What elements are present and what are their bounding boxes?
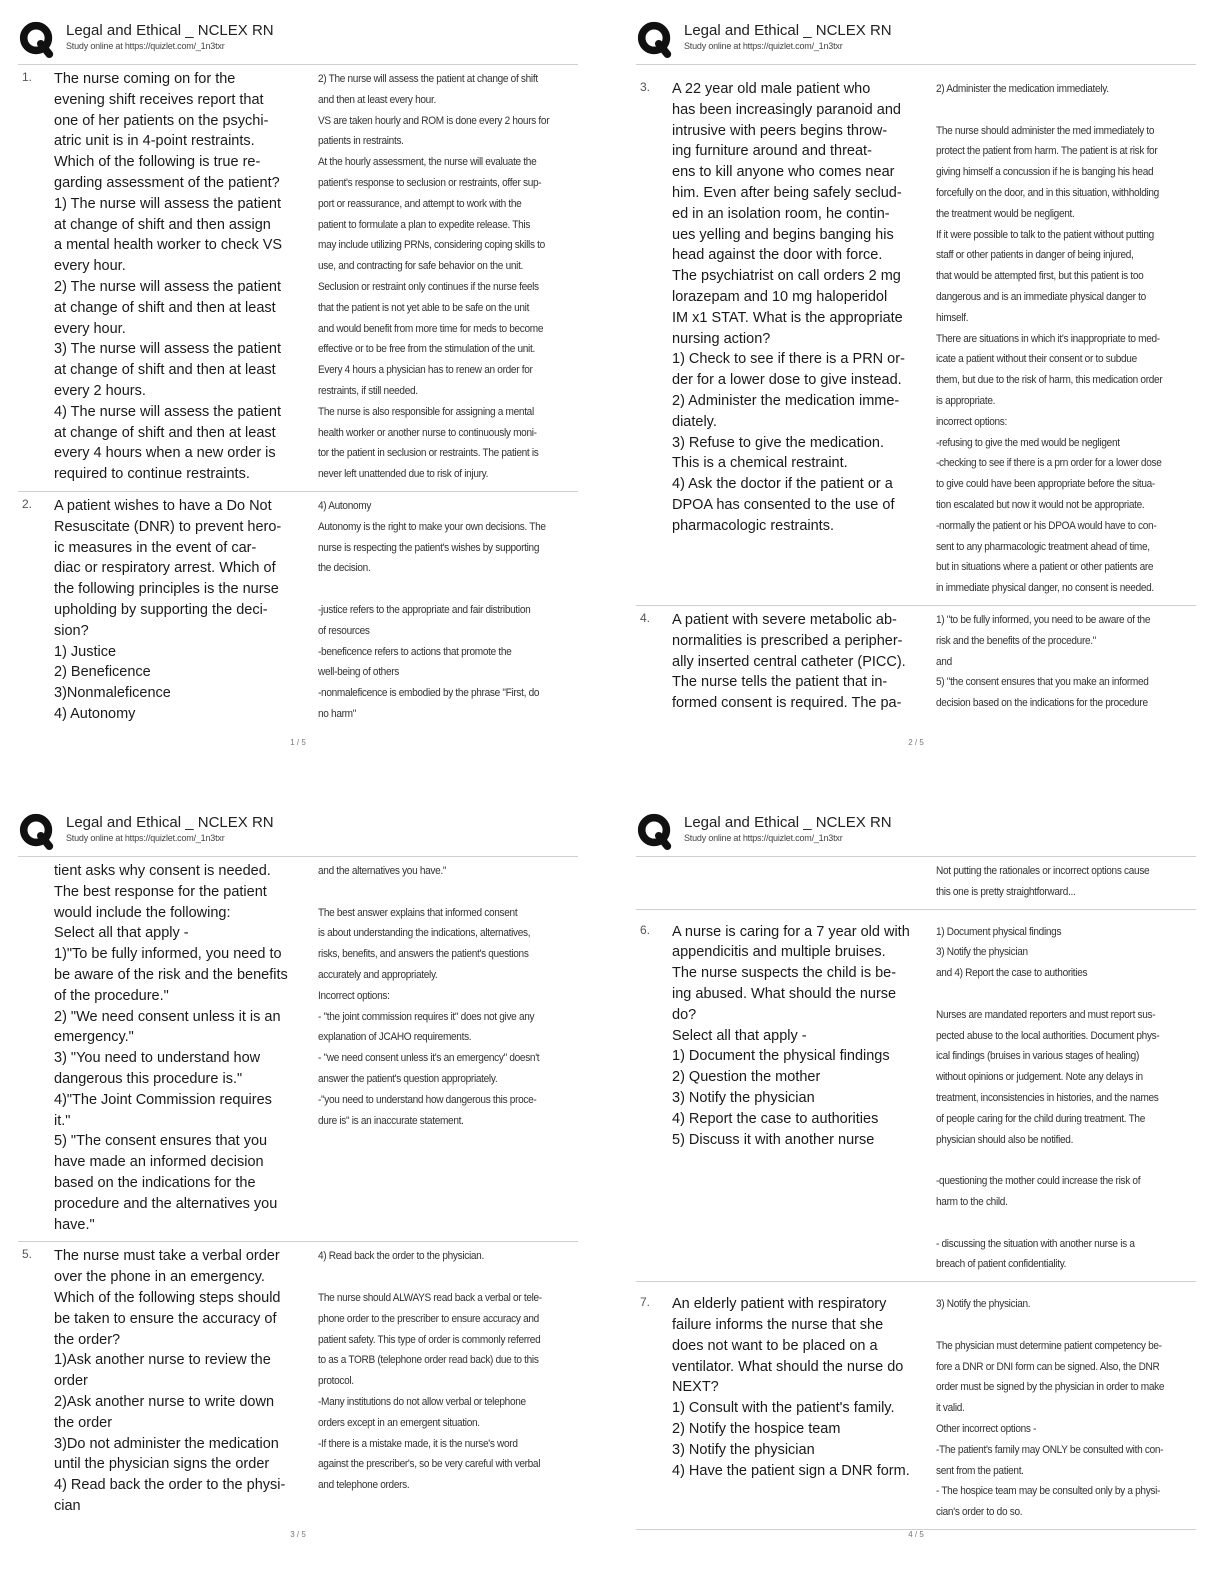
page-title: Legal and Ethical _ NCLEX RN bbox=[684, 22, 892, 39]
text-line: - "we need consent unless it's an emergency" doesn't bbox=[318, 1052, 540, 1065]
text-line: 4)"The Joint Commission requires bbox=[54, 1091, 272, 1108]
text-line: diately. bbox=[672, 413, 717, 430]
text-line: 3) Notify the physician bbox=[672, 1441, 815, 1458]
text-line: fore a DNR or DNI form can be signed. Also, the DNR bbox=[936, 1360, 1160, 1373]
flashcard-5-continued bbox=[636, 857, 1196, 910]
text-line: treatment, inconsistencies in histories, and the names bbox=[936, 1091, 1159, 1104]
text-line: 3) Notify the physician. bbox=[936, 1298, 1031, 1311]
flashcard-3 bbox=[636, 75, 1196, 606]
page-subtitle: Study online at https://quizlet.com/_1n3txr bbox=[66, 41, 225, 51]
text-line: 4) Have the patient sign a DNR form. bbox=[672, 1462, 910, 1479]
text-line: icate a patient without their consent or to subdue bbox=[936, 353, 1137, 366]
card-question bbox=[672, 1294, 936, 1523]
text-line: garding assessment of the patient? bbox=[54, 174, 280, 191]
text-line: If it were possible to talk to the patient without putting bbox=[936, 228, 1154, 241]
text-line: phone order to the prescriber to ensure accuracy and bbox=[318, 1312, 539, 1325]
text-line: upholding by supporting the deci- bbox=[54, 601, 268, 618]
text-line: Autonomy is the right to make your own decisions. The bbox=[318, 520, 546, 533]
text-line: to give could have been appropriate before the situa- bbox=[936, 478, 1155, 491]
text-line: The psychiatrist on call orders 2 mg bbox=[672, 268, 901, 285]
page-3 bbox=[18, 812, 578, 1557]
text-line: The best answer explains that informed consent bbox=[318, 906, 518, 919]
card-answer bbox=[936, 861, 1170, 903]
text-line: that would be attempted first, but this patient is too bbox=[936, 270, 1144, 283]
text-line: diac or respiratory arrest. Which of bbox=[54, 560, 276, 577]
card-number: 4. bbox=[640, 610, 651, 625]
text-line: sent from the patient. bbox=[936, 1464, 1024, 1477]
text-line: over the phone in an emergency. bbox=[54, 1269, 265, 1286]
text-line: The nurse tells the patient that in- bbox=[672, 674, 888, 691]
page-2 bbox=[636, 20, 1196, 765]
text-line: 3)Nonmaleficence bbox=[54, 685, 171, 702]
text-line: emergency." bbox=[54, 1029, 134, 1046]
text-line: Not putting the rationales or incorrect options cause bbox=[936, 865, 1150, 877]
text-line: A patient with severe metabolic ab- bbox=[672, 611, 897, 628]
card-number: 1. bbox=[22, 70, 33, 84]
text-line: -beneficence refers to actions that promote the bbox=[318, 645, 512, 658]
card-number: 7. bbox=[640, 1295, 651, 1310]
quizlet-logo-icon bbox=[18, 20, 56, 58]
text-line: and would benefit from more time for meds to become bbox=[318, 322, 544, 335]
text-line: 4) Ask the doctor if the patient or a bbox=[672, 476, 893, 493]
text-line: every 4 hours when a new order is bbox=[54, 445, 276, 462]
text-line: every 2 hours. bbox=[54, 382, 146, 399]
text-line: 1) The nurse will assess the patient bbox=[54, 195, 282, 212]
text-line: the order? bbox=[54, 1331, 121, 1348]
card-answer bbox=[318, 861, 552, 1235]
text-line: without opinions or judgement. Note any delays in bbox=[936, 1071, 1143, 1084]
page-header bbox=[636, 812, 1196, 857]
text-line: 2) Notify the hospice team bbox=[672, 1420, 841, 1437]
text-line: forcefully on the door, and in this situation, withholding bbox=[936, 186, 1159, 199]
text-line: 4) Autonomy bbox=[54, 705, 136, 722]
text-line: 2) Question the mother bbox=[672, 1069, 821, 1086]
text-line: 3) Notify the physician bbox=[936, 946, 1028, 959]
text-line: of the procedure." bbox=[54, 987, 169, 1004]
text-line: of people caring for the child during treatment. The bbox=[936, 1112, 1146, 1125]
text-line: ues yelling and begins banging his bbox=[672, 226, 894, 243]
text-line: patient safety. This type of order is commonly referred bbox=[318, 1333, 541, 1346]
text-line: Every 4 hours a physician has to renew an order for bbox=[318, 364, 533, 377]
text-line: do? bbox=[672, 1006, 697, 1023]
text-line: accurately and appropriately. bbox=[318, 968, 438, 981]
text-line: intrusive with peers begins throw- bbox=[672, 122, 888, 139]
page-subtitle: Study online at https://quizlet.com/_1n3txr bbox=[684, 41, 843, 51]
text-line: every hour. bbox=[54, 258, 126, 275]
text-line: -The patient's family may ONLY be consulted with con- bbox=[936, 1443, 1164, 1456]
page-title: Legal and Ethical _ NCLEX RN bbox=[684, 814, 892, 831]
text-line: health worker or another nurse to continuously moni- bbox=[318, 426, 537, 439]
text-line: incorrect options: bbox=[936, 415, 1008, 428]
text-line: have made an informed decision bbox=[54, 1154, 264, 1171]
text-line: sent to any pharmacologic treatment ahead of time, bbox=[936, 540, 1150, 553]
text-line: 2) "We need consent unless it is an bbox=[54, 1008, 281, 1025]
card-question bbox=[672, 79, 936, 599]
text-line: risks, benefits, and answers the patient's questions bbox=[318, 948, 529, 961]
text-line: cian's order to do so. bbox=[936, 1506, 1023, 1519]
text-line: - discussing the situation with another nurse is a bbox=[936, 1237, 1135, 1250]
page-1 bbox=[18, 20, 578, 765]
flashcard-4-continued bbox=[18, 857, 578, 1242]
text-line: the following principles is the nurse bbox=[54, 581, 279, 598]
card-answer bbox=[936, 1294, 1170, 1523]
text-line: order bbox=[54, 1373, 88, 1390]
page-title: Legal and Ethical _ NCLEX RN bbox=[66, 22, 274, 39]
text-line: breach of patient confidentiality. bbox=[936, 1258, 1067, 1271]
text-line: head against the door with force. bbox=[672, 247, 883, 264]
text-line: himself. bbox=[936, 311, 969, 324]
card-answer bbox=[318, 496, 552, 725]
text-line: Select all that apply - bbox=[54, 925, 189, 942]
card-number: 3. bbox=[640, 80, 651, 94]
text-line: Nurses are mandated reporters and must report sus- bbox=[936, 1008, 1156, 1021]
text-line: and 4) Report the case to authorities bbox=[936, 967, 1088, 980]
text-line: tient asks why consent is needed. bbox=[54, 863, 271, 879]
text-line: at change of shift and then at least bbox=[54, 424, 276, 441]
text-line: and the alternatives you have." bbox=[318, 865, 447, 877]
blank-line bbox=[936, 1315, 1170, 1336]
text-line: restraints, if still needed. bbox=[318, 384, 418, 397]
text-line: have." bbox=[54, 1216, 95, 1233]
text-line: to as a TORB (telephone order read back) due to this bbox=[318, 1354, 539, 1367]
text-line: ally inserted central catheter (PICC). bbox=[672, 653, 906, 670]
text-line: The nurse should ALWAYS read back a verbal or tele- bbox=[318, 1291, 542, 1304]
card-number: 2. bbox=[22, 496, 33, 511]
text-line: 1)"To be fully informed, you need to bbox=[54, 946, 282, 963]
text-line: 1) Justice bbox=[54, 643, 117, 660]
text-line: tor the patient in seclusion or restraints. The patient is bbox=[318, 447, 539, 460]
text-line: would include the following: bbox=[54, 904, 231, 921]
text-line: ed in an isolation room, he contin- bbox=[672, 205, 890, 222]
text-line: evening shift receives report that bbox=[54, 91, 264, 108]
text-line: no harm" bbox=[318, 707, 356, 720]
page-title: Legal and Ethical _ NCLEX RN bbox=[66, 814, 274, 831]
text-line: The nurse coming on for the bbox=[54, 71, 236, 87]
quizlet-logo-icon bbox=[636, 20, 674, 58]
text-line: 3) Refuse to give the medication. bbox=[672, 434, 884, 451]
text-line: of resources bbox=[318, 624, 370, 637]
text-line: be taken to ensure the accuracy of bbox=[54, 1310, 277, 1327]
flashcard-5 bbox=[18, 1242, 578, 1522]
text-line: protocol. bbox=[318, 1375, 354, 1388]
text-line: 2) The nurse will assess the patient bbox=[54, 278, 282, 295]
text-line: A 22 year old male patient who bbox=[672, 81, 871, 97]
card-question bbox=[54, 861, 318, 1235]
text-line: -nonmaleficence is embodied by the phrase "First, do bbox=[318, 687, 540, 700]
text-line: harm to the child. bbox=[936, 1195, 1008, 1208]
text-line: port or reassurance, and attempt to work with the bbox=[318, 197, 522, 210]
page-number: 1 / 5 bbox=[290, 738, 306, 747]
text-line: and telephone orders. bbox=[318, 1479, 410, 1492]
text-line: The nurse must take a verbal order bbox=[54, 1248, 280, 1265]
text-line: 5) "the consent ensures that you make an informed bbox=[936, 676, 1149, 689]
text-line: A patient wishes to have a Do Not bbox=[54, 497, 272, 514]
text-line: nursing action? bbox=[672, 330, 771, 347]
text-line: explanation of JCAHO requirements. bbox=[318, 1031, 472, 1044]
text-line: The nurse should administer the med immediately to bbox=[936, 124, 1155, 137]
text-line: VS are taken hourly and ROM is done every 2 hours for bbox=[318, 114, 550, 127]
text-line: ical findings (bruises in various stages of healing) bbox=[936, 1050, 1140, 1063]
text-line: it." bbox=[54, 1112, 71, 1129]
text-line: protect the patient from harm. The patient is at risk for bbox=[936, 145, 1158, 158]
text-line: failure informs the nurse that she bbox=[672, 1316, 884, 1333]
text-line: patient's response to seclusion or restraints, offer sup- bbox=[318, 176, 542, 189]
blank-line bbox=[318, 882, 552, 903]
card-answer bbox=[936, 79, 1170, 599]
text-line: the order bbox=[54, 1414, 113, 1431]
text-line: -If there is a mistake made, it is the nurse's word bbox=[318, 1437, 518, 1450]
text-line: the treatment would be negligent. bbox=[936, 207, 1075, 220]
card-question bbox=[54, 69, 318, 485]
flashcard-2 bbox=[18, 492, 578, 731]
text-line: effective or to be free from the stimulation of the unit. bbox=[318, 343, 535, 356]
page-subtitle: Study online at https://quizlet.com/_1n3txr bbox=[684, 833, 843, 843]
text-line: patients in restraints. bbox=[318, 135, 404, 148]
text-line: 3)Do not administer the medication bbox=[54, 1435, 279, 1452]
text-line: ing furniture around and threat- bbox=[672, 143, 872, 160]
flashcard-1 bbox=[18, 65, 578, 492]
text-line: ventilator. What should the nurse do bbox=[672, 1358, 904, 1375]
text-line: use, and contracting for safe behavior on the unit. bbox=[318, 260, 524, 273]
text-line: is appropriate. bbox=[936, 394, 996, 407]
text-line: but in situations where a patient or other patients are bbox=[936, 561, 1154, 574]
page-4 bbox=[636, 812, 1196, 1557]
text-line: Other incorrect options - bbox=[936, 1422, 1037, 1435]
text-line: in immediate physical danger, no consent is needed. bbox=[936, 582, 1154, 595]
text-line: that the patient is not yet able to be safe on the unit bbox=[318, 301, 530, 314]
text-line: 2)Ask another nurse to write down bbox=[54, 1393, 275, 1410]
text-line: orders except in an emergent situation. bbox=[318, 1416, 480, 1429]
text-line: against the prescriber's, so be very careful with verbal bbox=[318, 1458, 541, 1471]
text-line: dangerous this procedure is." bbox=[54, 1070, 243, 1087]
text-line: at change of shift and then at least bbox=[54, 362, 276, 379]
text-line: and then at least every hour. bbox=[318, 93, 436, 106]
flashcard-6 bbox=[636, 918, 1196, 1283]
text-line: based on the indications for the bbox=[54, 1174, 256, 1191]
text-line: every hour. bbox=[54, 320, 126, 337]
text-line: normalities is prescribed a peripher- bbox=[672, 632, 903, 649]
text-line: order must be signed by the physician in order to make bbox=[936, 1381, 1165, 1394]
text-line: them, but due to the risk of harm, this medication order bbox=[936, 374, 1163, 387]
flashcard-4 bbox=[636, 606, 1196, 720]
text-line: pharmacologic restraints. bbox=[672, 517, 834, 534]
text-line: be aware of the risk and the benefits bbox=[54, 966, 288, 983]
page-number: 3 / 5 bbox=[290, 1530, 306, 1539]
page-header bbox=[636, 20, 1196, 65]
card-number: 6. bbox=[640, 922, 651, 937]
text-line: the decision. bbox=[318, 562, 371, 575]
page-number: 4 / 5 bbox=[908, 1530, 924, 1539]
text-line: giving himself a concussion if he is banging his head bbox=[936, 166, 1154, 179]
text-line: does not want to be placed on a bbox=[672, 1337, 878, 1354]
card-answer bbox=[318, 69, 552, 485]
text-line: 3) "You need to understand how bbox=[54, 1050, 261, 1067]
text-line: 3) The nurse will assess the patient bbox=[54, 341, 282, 358]
text-line: answer the patient's question appropriately. bbox=[318, 1072, 498, 1085]
text-line: 4) Report the case to authorities bbox=[672, 1110, 879, 1127]
card-answer bbox=[936, 610, 1170, 714]
text-line: The physician must determine patient competency be- bbox=[936, 1339, 1162, 1352]
text-line: at change of shift and then assign bbox=[54, 216, 271, 233]
text-line: There are situations in which it's inappropriate to med- bbox=[936, 332, 1160, 345]
page-header bbox=[18, 812, 578, 857]
text-line: 2) The nurse will assess the patient at change of shift bbox=[318, 73, 538, 85]
text-line: -"you need to understand how dangerous this proce- bbox=[318, 1093, 537, 1106]
text-line: patient to formulate a plan to expedite release. This bbox=[318, 218, 531, 231]
text-line: This is a chemical restraint. bbox=[672, 455, 848, 472]
text-line: Select all that apply - bbox=[672, 1027, 807, 1044]
text-line: 1) Document physical findings bbox=[936, 925, 1062, 938]
text-line: it valid. bbox=[936, 1402, 965, 1415]
text-line: Seclusion or restraint only continues if the nurse feels bbox=[318, 280, 539, 293]
blank-line bbox=[318, 579, 552, 600]
text-line: -normally the patient or his DPOA would have to con- bbox=[936, 519, 1157, 532]
text-line: well-being of others bbox=[318, 666, 400, 679]
quizlet-logo-icon bbox=[636, 812, 674, 850]
text-line: -checking to see if there is a prn order for a lower dose bbox=[936, 457, 1162, 470]
card-question bbox=[54, 496, 318, 725]
text-line: Which of the following steps should bbox=[54, 1289, 281, 1306]
text-line: 1) Consult with the patient's family. bbox=[672, 1400, 895, 1417]
text-line: ic measures in the event of car- bbox=[54, 539, 257, 556]
text-line: until the physician signs the order bbox=[54, 1456, 270, 1473]
text-line: him. Even after being safely seclud- bbox=[672, 184, 902, 201]
text-line: has been increasingly paranoid and bbox=[672, 101, 901, 118]
text-line: 4) The nurse will assess the patient bbox=[54, 403, 282, 420]
text-line: -refusing to give the med would be negligent bbox=[936, 436, 1120, 449]
text-line: 4) Autonomy bbox=[318, 499, 372, 512]
text-line: -Many institutions do not allow verbal or telephone bbox=[318, 1395, 526, 1408]
text-line: risk and the benefits of the procedure." bbox=[936, 634, 1097, 647]
text-line: may include utilizing PRNs, considering coping skills to bbox=[318, 239, 545, 252]
text-line: cian bbox=[54, 1497, 81, 1514]
text-line: 2) Beneficence bbox=[54, 664, 151, 681]
text-line: Incorrect options: bbox=[318, 989, 390, 1002]
text-line: a mental health worker to check VS bbox=[54, 237, 283, 254]
quizlet-logo-icon bbox=[18, 812, 56, 850]
text-line: 4) Read back the order to the physician. bbox=[318, 1250, 484, 1263]
text-line: and bbox=[936, 655, 952, 668]
text-line: ing abused. What should the nurse bbox=[672, 985, 897, 1002]
text-line: 1)Ask another nurse to review the bbox=[54, 1352, 271, 1369]
page-subtitle: Study online at https://quizlet.com/_1n3txr bbox=[66, 833, 225, 843]
text-line: der for a lower dose to give instead. bbox=[672, 372, 902, 389]
text-line: The best response for the patient bbox=[54, 883, 267, 900]
text-line: Which of the following is true re- bbox=[54, 154, 261, 171]
text-line: An elderly patient with respiratory bbox=[672, 1296, 887, 1313]
text-line: dure is" is an inaccurate statement. bbox=[318, 1114, 464, 1127]
text-line: one of her patients on the psychi- bbox=[54, 112, 269, 129]
text-line: 2) Administer the medication immediately. bbox=[936, 83, 1109, 95]
text-line: formed consent is required. The pa- bbox=[672, 695, 902, 712]
text-line: at change of shift and then at least bbox=[54, 299, 276, 316]
text-line: physician should also be notified. bbox=[936, 1133, 1074, 1146]
text-line: dangerous and is an immediate physical danger to bbox=[936, 290, 1146, 303]
page-number: 2 / 5 bbox=[908, 738, 924, 747]
text-line: Resuscitate (DNR) to prevent hero- bbox=[54, 518, 282, 535]
text-line: required to continue restraints. bbox=[54, 466, 250, 483]
card-question bbox=[54, 1246, 318, 1516]
text-line: DPOA has consented to the use of bbox=[672, 496, 895, 513]
text-line: The nurse suspects the child is be- bbox=[672, 965, 897, 982]
page-header bbox=[18, 20, 578, 65]
text-line: lorazepam and 10 mg haloperidol bbox=[672, 288, 888, 305]
text-line: staff or other patients in danger of being injured, bbox=[936, 249, 1134, 262]
text-line: 4) Read back the order to the physi- bbox=[54, 1477, 286, 1494]
text-line: decision based on the indications for the procedure bbox=[936, 697, 1148, 710]
text-line: 2) Administer the medication imme- bbox=[672, 392, 900, 409]
text-line: 5) Discuss it with another nurse bbox=[672, 1131, 875, 1148]
text-line: At the hourly assessment, the nurse will evaluate the bbox=[318, 156, 537, 169]
text-line: 1) Check to see if there is a PRN or- bbox=[672, 351, 905, 368]
text-line: The nurse is also responsible for assigning a mental bbox=[318, 405, 534, 418]
text-line: is about understanding the indications, alternatives, bbox=[318, 927, 531, 940]
text-line: -justice refers to the appropriate and fair distribution bbox=[318, 603, 531, 616]
flashcard-7 bbox=[636, 1290, 1196, 1530]
text-line: - The hospice team may be consulted only by a physi- bbox=[936, 1485, 1161, 1498]
text-line: NEXT? bbox=[672, 1379, 719, 1396]
blank-line bbox=[936, 1150, 1170, 1171]
text-line: nurse is respecting the patient's wishes by supporting bbox=[318, 541, 540, 554]
blank-line bbox=[936, 984, 1170, 1005]
text-line: appendicitis and multiple bruises. bbox=[672, 944, 886, 961]
blank-line bbox=[318, 1267, 552, 1288]
blank-line bbox=[936, 100, 1170, 121]
text-line: A nurse is caring for a 7 year old with bbox=[672, 923, 910, 940]
text-line: this one is pretty straightforward... bbox=[936, 885, 1076, 898]
text-line: never left unattended due to risk of injury. bbox=[318, 468, 489, 481]
card-answer bbox=[936, 922, 1170, 1276]
text-line: tion escalated but now it would not be appropriate. bbox=[936, 498, 1145, 511]
card-question bbox=[672, 922, 936, 1276]
text-line: IM x1 STAT. What is the appropriate bbox=[672, 309, 903, 326]
text-line: atric unit is in 4-point restraints. bbox=[54, 133, 255, 150]
text-line: sion? bbox=[54, 622, 89, 639]
blank-line bbox=[936, 1213, 1170, 1234]
text-line: 1) Document the physical findings bbox=[672, 1048, 890, 1065]
text-line: -questioning the mother could increase the risk of bbox=[936, 1175, 1141, 1188]
text-line: 5) "The consent ensures that you bbox=[54, 1133, 268, 1150]
card-question bbox=[672, 610, 936, 714]
text-line: 3) Notify the physician bbox=[672, 1089, 815, 1106]
text-line: ens to kill anyone who comes near bbox=[672, 164, 895, 181]
card-answer bbox=[318, 1246, 552, 1516]
text-line: pected abuse to the local authorities. Document phys- bbox=[936, 1029, 1160, 1042]
text-line: 1) "to be fully informed, you need to be aware of the bbox=[936, 613, 1151, 626]
text-line: - "the joint commission requires it" does not give any bbox=[318, 1010, 535, 1023]
card-number: 5. bbox=[22, 1247, 33, 1262]
text-line: procedure and the alternatives you bbox=[54, 1195, 278, 1212]
